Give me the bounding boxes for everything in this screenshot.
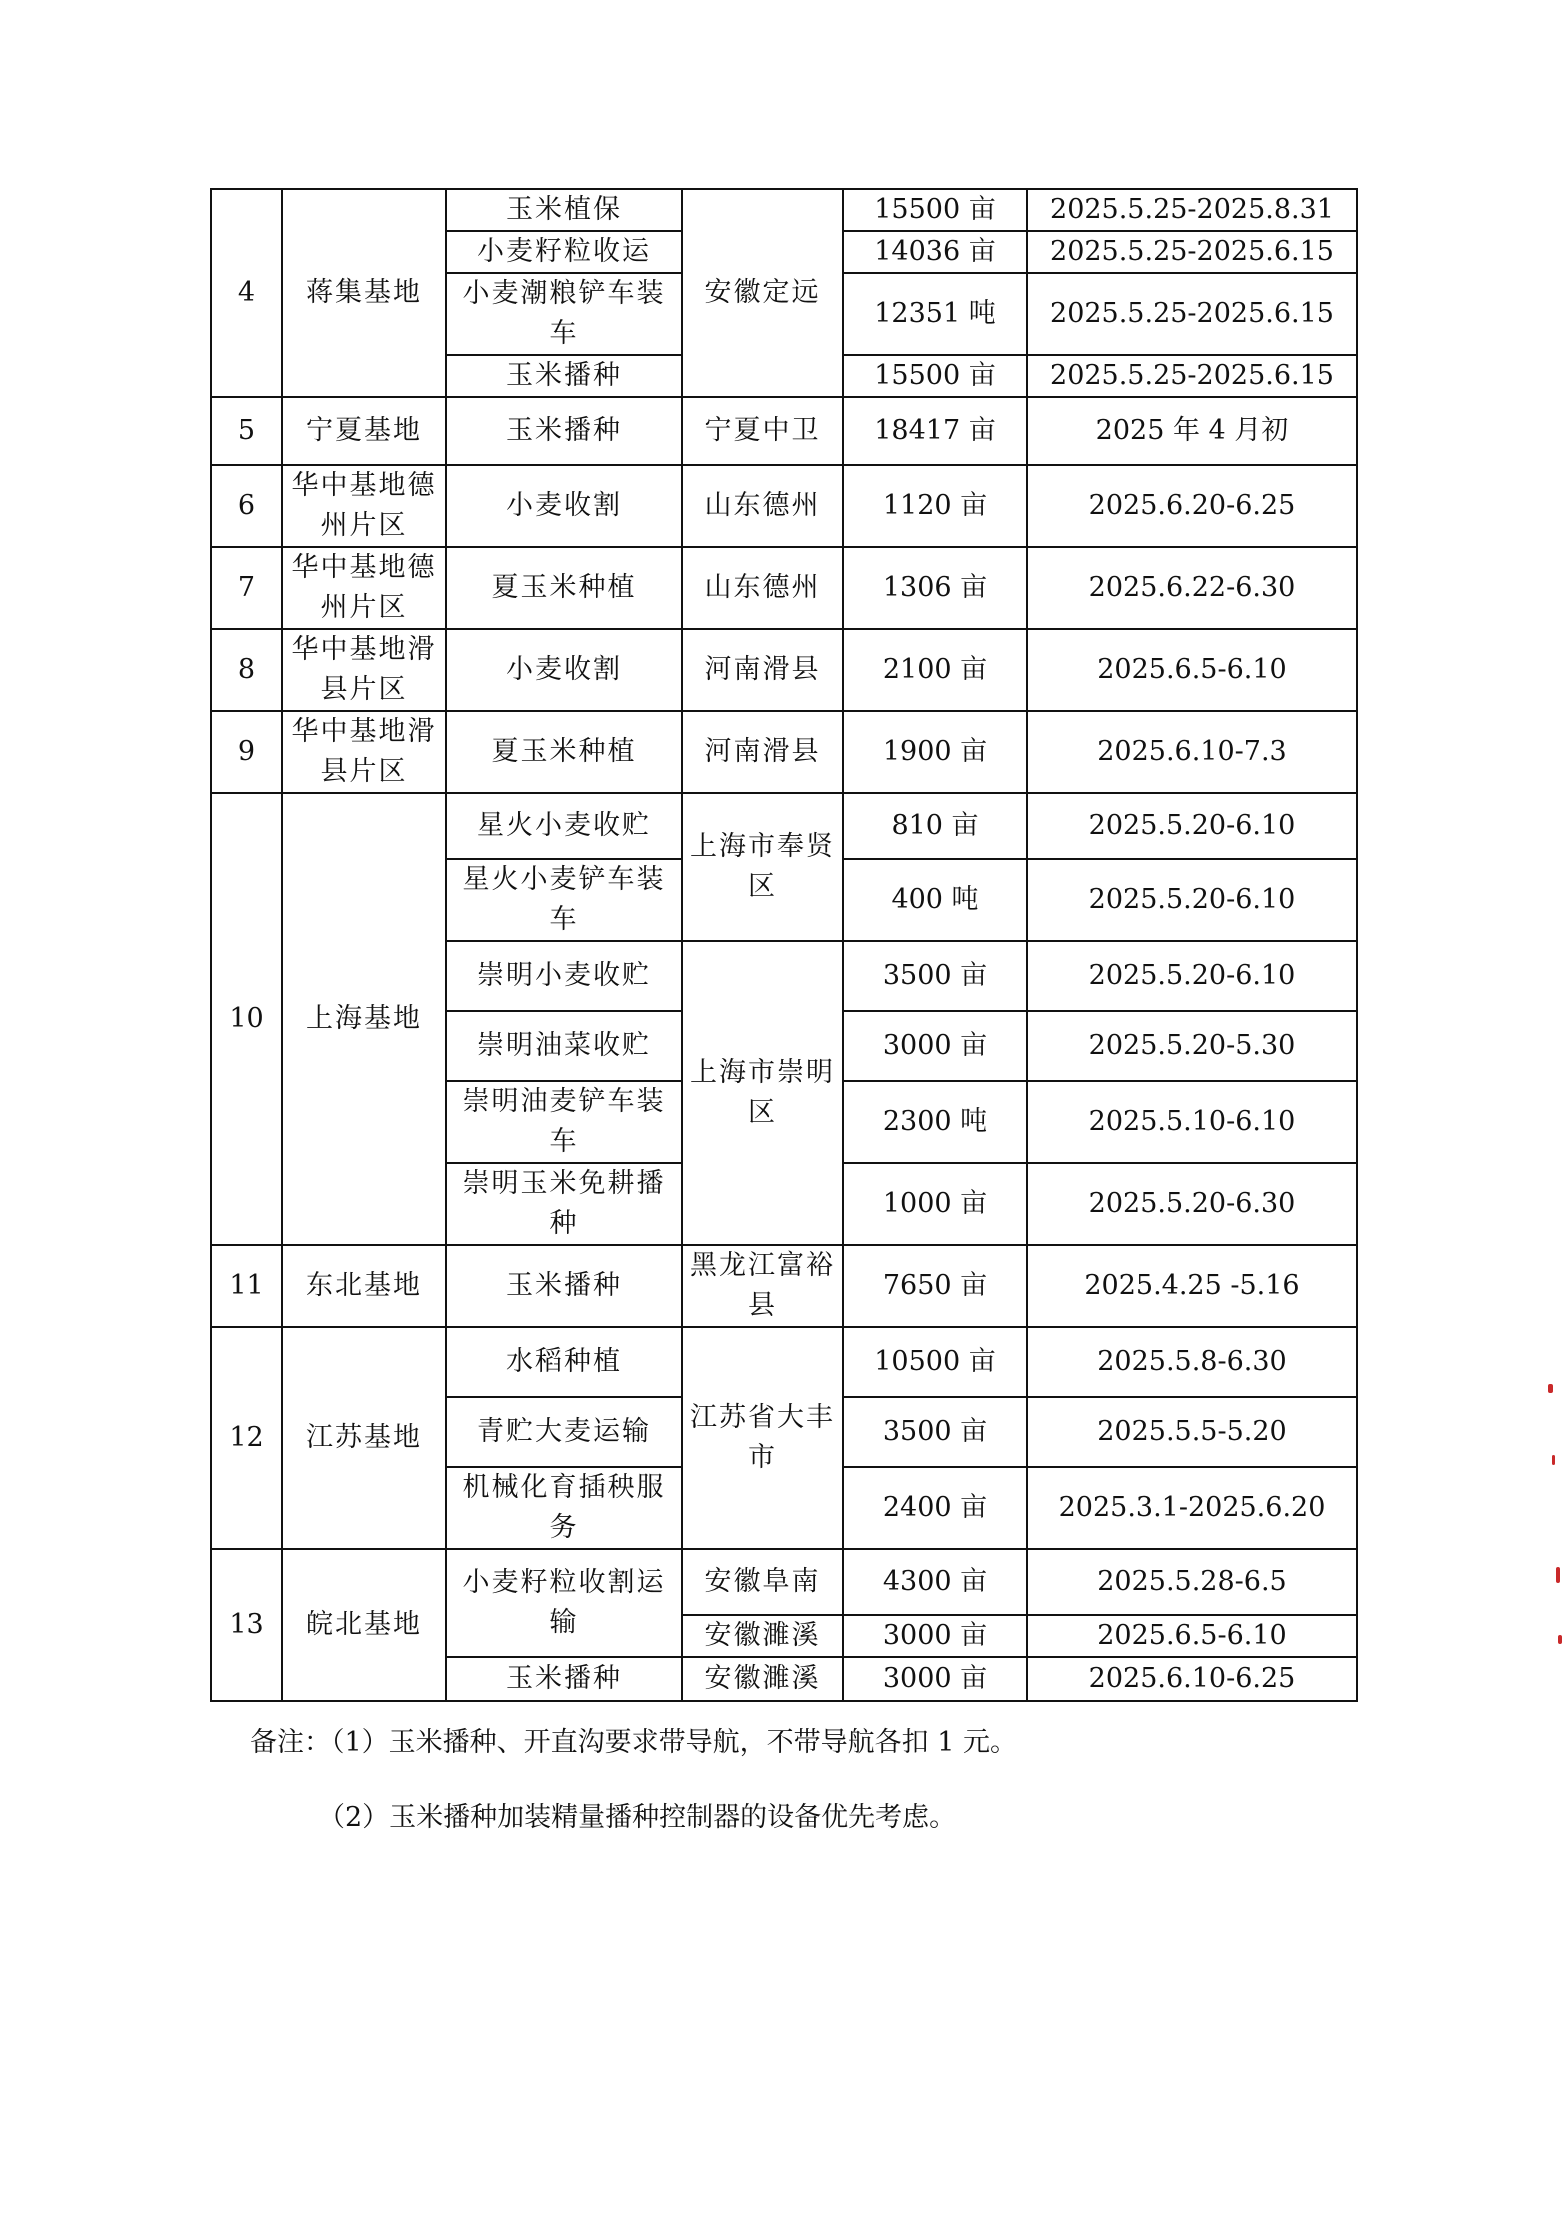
amount-cell: 15500 亩 (843, 189, 1027, 231)
table-row (211, 629, 1357, 711)
row-number-cell: 6 (211, 465, 282, 547)
region-cell: 安徽濉溪 (682, 1615, 843, 1657)
amount-cell: 1900 亩 (843, 711, 1027, 793)
period-cell: 2025.5.20-6.30 (1027, 1163, 1357, 1245)
base-name-cell: 宁夏基地 (282, 397, 446, 465)
amount-cell: 4300 亩 (843, 1549, 1027, 1615)
seal-mark (1556, 1567, 1560, 1583)
table-row (211, 1245, 1357, 1327)
task-item-cell: 夏玉米种植 (446, 547, 682, 629)
row-number-cell: 7 (211, 547, 282, 629)
region-cell: 安徽濉溪 (682, 1657, 843, 1701)
table-row (211, 397, 1357, 465)
row-number-cell: 10 (211, 793, 282, 1245)
period-cell: 2025.6.22-6.30 (1027, 547, 1357, 629)
table-row (211, 189, 1357, 231)
row-number-cell: 5 (211, 397, 282, 465)
table-row (211, 465, 1357, 547)
task-item-cell: 玉米播种 (446, 397, 682, 465)
task-item-cell: 机械化育插秧服务 (446, 1467, 682, 1549)
task-item-cell: 水稻种植 (446, 1327, 682, 1397)
note-2: （2）玉米播种加装精量播种控制器的设备优先考虑。 (318, 1802, 957, 1833)
period-cell: 2025 年 4 月初 (1027, 397, 1357, 465)
amount-cell: 2100 亩 (843, 629, 1027, 711)
base-name-cell: 华中基地德州片区 (282, 465, 446, 547)
amount-cell: 3000 亩 (843, 1657, 1027, 1701)
period-cell: 2025.5.25-2025.8.31 (1027, 189, 1357, 231)
amount-cell: 3500 亩 (843, 1397, 1027, 1467)
base-name-cell: 华中基地滑县片区 (282, 711, 446, 793)
schedule-body (211, 189, 1357, 1701)
task-item-cell: 玉米播种 (446, 1657, 682, 1701)
period-cell: 2025.6.10-7.3 (1027, 711, 1357, 793)
amount-cell: 7650 亩 (843, 1245, 1027, 1327)
task-item-cell: 星火小麦收贮 (446, 793, 682, 859)
region-cell: 山东德州 (682, 547, 843, 629)
period-cell: 2025.3.1-2025.6.20 (1027, 1467, 1357, 1549)
task-item-cell: 小麦收割 (446, 465, 682, 547)
region-cell: 安徽定远 (682, 189, 843, 397)
period-cell: 2025.5.10-6.10 (1027, 1081, 1357, 1163)
task-item-cell: 玉米播种 (446, 1245, 682, 1327)
period-cell: 2025.5.25-2025.6.15 (1027, 355, 1357, 397)
table-row (211, 547, 1357, 629)
period-cell: 2025.4.25 -5.16 (1027, 1245, 1357, 1327)
base-name-cell: 华中基地滑县片区 (282, 629, 446, 711)
amount-cell: 18417 亩 (843, 397, 1027, 465)
amount-cell: 1000 亩 (843, 1163, 1027, 1245)
period-cell: 2025.5.20-6.10 (1027, 941, 1357, 1011)
amount-cell: 3000 亩 (843, 1615, 1027, 1657)
task-item-cell: 小麦潮粮铲车装车 (446, 273, 682, 355)
row-number-cell: 9 (211, 711, 282, 793)
task-item-cell: 小麦籽粒收运 (446, 231, 682, 273)
base-name-cell: 上海基地 (282, 793, 446, 1245)
region-cell: 河南滑县 (682, 711, 843, 793)
amount-cell: 3000 亩 (843, 1011, 1027, 1081)
table-row (211, 1327, 1357, 1397)
task-item-cell: 玉米植保 (446, 189, 682, 231)
amount-cell: 1120 亩 (843, 465, 1027, 547)
amount-cell: 400 吨 (843, 859, 1027, 941)
amount-cell: 1306 亩 (843, 547, 1027, 629)
amount-cell: 2300 吨 (843, 1081, 1027, 1163)
period-cell: 2025.6.10-6.25 (1027, 1657, 1357, 1701)
region-cell: 山东德州 (682, 465, 843, 547)
task-item-cell: 星火小麦铲车装车 (446, 859, 682, 941)
seal-mark (1548, 1384, 1553, 1393)
task-item-cell: 崇明油麦铲车装车 (446, 1081, 682, 1163)
table-row (211, 1549, 1357, 1615)
region-cell: 河南滑县 (682, 629, 843, 711)
row-number-cell: 4 (211, 189, 282, 397)
seal-mark (1552, 1455, 1555, 1465)
table-row (211, 711, 1357, 793)
task-item-cell: 夏玉米种植 (446, 711, 682, 793)
period-cell: 2025.5.20-5.30 (1027, 1011, 1357, 1081)
base-name-cell: 东北基地 (282, 1245, 446, 1327)
row-number-cell: 13 (211, 1549, 282, 1701)
region-cell: 宁夏中卫 (682, 397, 843, 465)
amount-cell: 810 亩 (843, 793, 1027, 859)
period-cell: 2025.5.8-6.30 (1027, 1327, 1357, 1397)
base-name-cell: 华中基地德州片区 (282, 547, 446, 629)
period-cell: 2025.6.20-6.25 (1027, 465, 1357, 547)
period-cell: 2025.5.25-2025.6.15 (1027, 273, 1357, 355)
period-cell: 2025.5.20-6.10 (1027, 793, 1357, 859)
period-cell: 2025.6.5-6.10 (1027, 1615, 1357, 1657)
note-1: 备注：（1）玉米播种、开直沟要求带导航，不带导航各扣 1 元。 (250, 1727, 1018, 1758)
base-name-cell: 江苏基地 (282, 1327, 446, 1549)
row-number-cell: 8 (211, 629, 282, 711)
amount-cell: 10500 亩 (843, 1327, 1027, 1397)
amount-cell: 14036 亩 (843, 231, 1027, 273)
seal-mark (1558, 1635, 1562, 1644)
period-cell: 2025.5.5-5.20 (1027, 1397, 1357, 1467)
region-cell: 上海市奉贤区 (682, 793, 843, 941)
region-cell: 江苏省大丰市 (682, 1327, 843, 1549)
table-row (211, 793, 1357, 859)
schedule-table (210, 188, 1358, 1702)
region-cell: 上海市崇明区 (682, 941, 843, 1245)
row-number-cell: 11 (211, 1245, 282, 1327)
task-item-cell: 小麦籽粒收割运输 (446, 1549, 682, 1657)
period-cell: 2025.5.20-6.10 (1027, 859, 1357, 941)
task-item-cell: 玉米播种 (446, 355, 682, 397)
base-name-cell: 皖北基地 (282, 1549, 446, 1701)
period-cell: 2025.6.5-6.10 (1027, 629, 1357, 711)
amount-cell: 12351 吨 (843, 273, 1027, 355)
task-item-cell: 崇明小麦收贮 (446, 941, 682, 1011)
amount-cell: 2400 亩 (843, 1467, 1027, 1549)
period-cell: 2025.5.28-6.5 (1027, 1549, 1357, 1615)
period-cell: 2025.5.25-2025.6.15 (1027, 231, 1357, 273)
task-item-cell: 青贮大麦运输 (446, 1397, 682, 1467)
row-number-cell: 12 (211, 1327, 282, 1549)
region-cell: 安徽阜南 (682, 1549, 843, 1615)
amount-cell: 15500 亩 (843, 355, 1027, 397)
amount-cell: 3500 亩 (843, 941, 1027, 1011)
task-item-cell: 崇明玉米免耕播种 (446, 1163, 682, 1245)
base-name-cell: 蒋集基地 (282, 189, 446, 397)
task-item-cell: 崇明油菜收贮 (446, 1011, 682, 1081)
region-cell: 黑龙江富裕县 (682, 1245, 843, 1327)
task-item-cell: 小麦收割 (446, 629, 682, 711)
